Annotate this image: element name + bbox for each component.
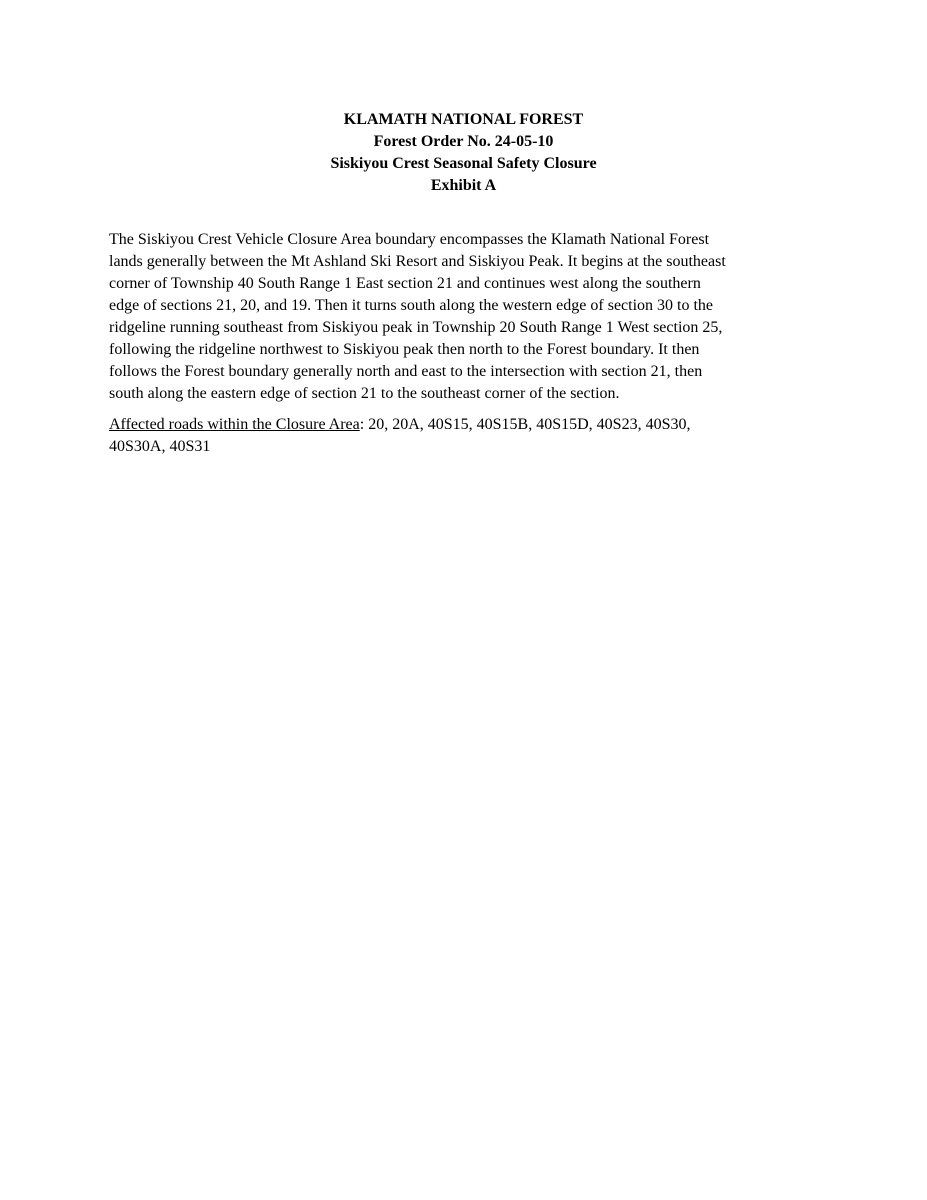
document-header: [0, 109, 927, 197]
document-body: [109, 229, 821, 458]
closure-title: Siskiyou Crest Seasonal Safety Closure: [330, 155, 597, 172]
forest-order-number: Forest Order No. 24-05-10: [373, 133, 554, 150]
exhibit-label: Exhibit A: [430, 177, 497, 194]
affected-roads-list: 20, 20A, 40S15, 40S15B, 40S15D, 40S23, 40S30, 40S30A, 40S31: [109, 416, 691, 455]
affected-roads-label: Affected roads within the Closure Area: [109, 416, 360, 433]
affected-roads-separator: :: [359, 416, 365, 433]
affected-roads-paragraph: [109, 414, 821, 458]
closure-boundary-description: The Siskiyou Crest Vehicle Closure Area boundary encompasses the Klamath National Forest lands generally between the Mt Ashland Ski Resort and Siskiyou Peak. It begins at the southeast corner of Township 40 South Range 1 East section 21 and continues west along the southern edge of sections 21, 20, and 19. Then it turns south along the western edge of section 30 to the ridgeline running southeast from Siskiyou peak in Township 20 South Range 1 West section 25, following the ridgeline northwest to Siskiyou peak then north to the Forest boundary. It then follows the Forest boundary generally north and east to the intersection with section 21, then south along the eastern edge of section 21 to the southeast corner of the section.: [109, 231, 726, 402]
forest-name-heading: KLAMATH NATIONAL FOREST: [343, 111, 584, 128]
